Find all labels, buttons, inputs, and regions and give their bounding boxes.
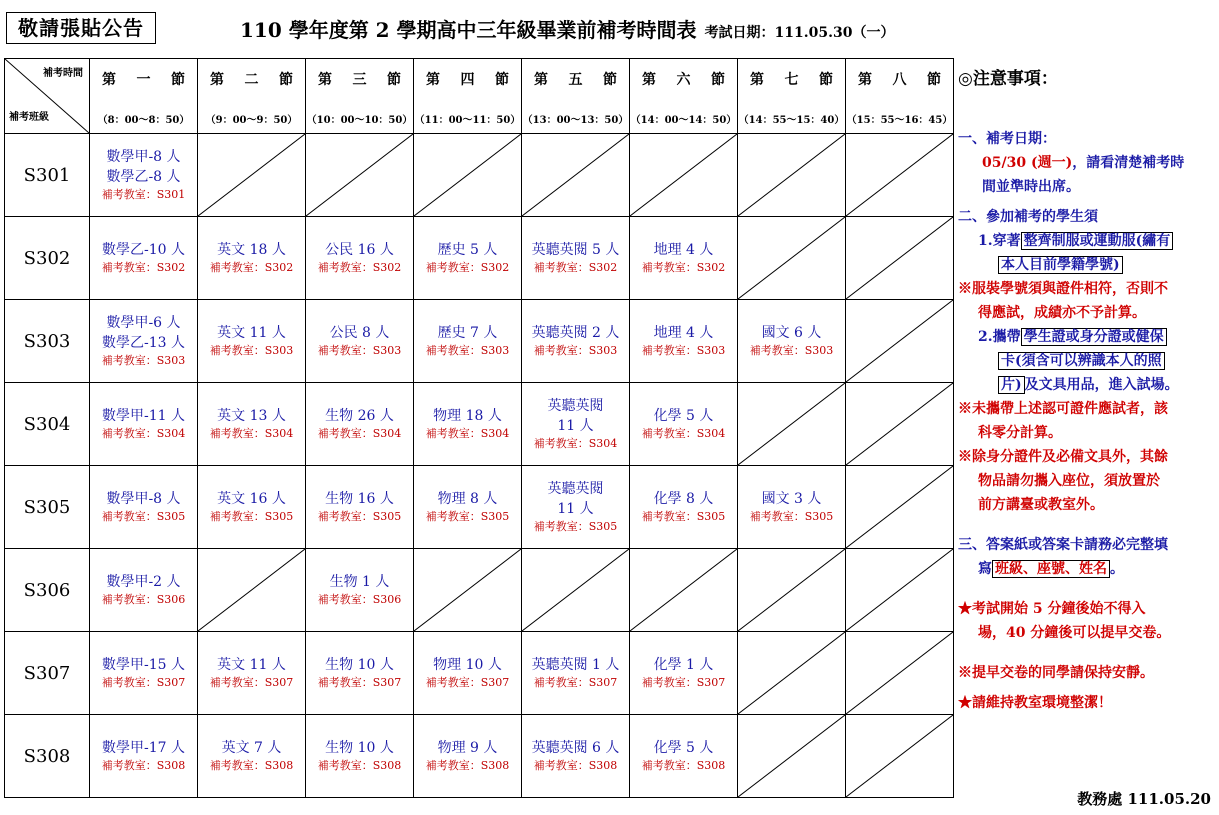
note-item2-1-prefix: 1.穿著: [978, 233, 1021, 249]
class-label: S304: [5, 383, 90, 466]
subject-count: 英聽英閱 2 人: [531, 325, 620, 341]
empty-slot-diagonal: [738, 715, 845, 797]
empty-slot: [198, 134, 306, 217]
exam-room: 補考教室：S305: [317, 510, 402, 523]
exam-slot: [414, 715, 522, 798]
class-label: S306: [5, 549, 90, 632]
notice-label: 敬請張貼公告: [6, 12, 156, 44]
exam-room: 補考教室：S302: [209, 261, 294, 274]
subject-count: 生物 16 人: [325, 491, 394, 507]
note-item2-1-boxed-b: 本人目前學籍學號): [998, 256, 1123, 274]
exam-slot: [522, 715, 630, 798]
period-name-char: 節: [927, 71, 941, 88]
exam-slot: [630, 217, 738, 300]
exam-room: 補考教室：S305: [425, 510, 510, 523]
subject-count: 地理 4 人: [653, 242, 714, 258]
period-header: [90, 59, 198, 134]
subject-count: 地理 4 人: [653, 325, 714, 341]
empty-slot-diagonal: [738, 549, 845, 631]
note-item1-date: 05/30 (週一): [982, 155, 1073, 171]
period-name-char: 第: [642, 71, 656, 88]
note-item1-title: 一、補考日期：: [958, 131, 1056, 147]
subject-count: 數學甲-2 人: [106, 574, 181, 590]
exam-slot: [522, 300, 630, 383]
note-item3-boxed: 班級、座號、姓名: [992, 560, 1110, 578]
note-item3-suffix: 。: [1110, 561, 1124, 577]
exam-slot: [738, 300, 846, 383]
class-label: S307: [5, 632, 90, 715]
period-header: [414, 59, 522, 134]
class-row: [5, 466, 954, 549]
subject-count: 國文 6 人: [761, 325, 822, 341]
exam-room: 補考教室：S304: [101, 427, 186, 440]
period-time: （10：00～10：50）: [306, 114, 413, 126]
header-row: [5, 59, 954, 134]
period-name-char: 節: [495, 71, 509, 88]
exam-slot: [306, 383, 414, 466]
subject-count: 歷史 7 人: [437, 325, 498, 341]
subject-count: 物理 18 人: [433, 408, 502, 424]
subject-count: 數學甲-11 人: [102, 408, 185, 424]
note-item2-2-boxed-a: 學生證或身分證或健保: [1021, 328, 1167, 346]
exam-room: 補考教室：S302: [533, 261, 618, 274]
page-title: [240, 14, 895, 43]
note-item2-2-suffix: 及文具用品，進入試場。: [1024, 377, 1179, 393]
subject-count: 數學甲-6 人: [106, 315, 181, 331]
period-time: （15：55～16：45）: [846, 114, 953, 126]
exam-slot: [522, 632, 630, 715]
period-name-char: 節: [819, 71, 833, 88]
empty-slot-diagonal: [306, 134, 413, 216]
empty-slot-diagonal: [630, 549, 737, 631]
empty-slot-diagonal: [846, 466, 953, 548]
exam-room: 補考教室：S303: [641, 344, 726, 357]
note-item2-1: [958, 229, 1216, 253]
empty-slot-diagonal: [522, 549, 629, 631]
exam-slot: [630, 632, 738, 715]
class-label: S301: [5, 134, 90, 217]
subject-count: 化學 5 人: [653, 740, 714, 756]
empty-slot: [846, 715, 954, 798]
subject-count: 英文 13 人: [217, 408, 286, 424]
note-warn3-b: 物品請勿攜入座位，須放置於: [978, 473, 1160, 489]
period-time: （8：00～8：50）: [97, 114, 190, 126]
exam-room: 補考教室：S303: [317, 344, 402, 357]
exam-room: 補考教室：S305: [749, 510, 834, 523]
subject-count: 英聽英閱: [547, 481, 604, 497]
exam-room: 補考教室：S308: [641, 759, 726, 772]
period-time: （14：00～14：50）: [630, 114, 737, 126]
exam-slot: [630, 466, 738, 549]
period-name: [90, 69, 197, 89]
period-header: [738, 59, 846, 134]
empty-slot: [306, 134, 414, 217]
exam-slot: [414, 466, 522, 549]
period-name-char: 五: [568, 71, 583, 88]
exam-slot: [306, 715, 414, 798]
note-item2-2-line3: [958, 373, 1216, 397]
subject-count: 數學乙-8 人: [106, 169, 181, 185]
exam-room: 補考教室：S305: [209, 510, 294, 523]
subject-count: 英聽英閱 5 人: [531, 242, 620, 258]
subject-count: 化學 1 人: [653, 657, 714, 673]
subject-count: 11 人: [557, 418, 594, 434]
exam-slot: [90, 632, 198, 715]
period-name-char: 第: [750, 71, 764, 88]
subject-count: 英聽英閱: [547, 398, 604, 414]
period-name-char: 六: [676, 71, 691, 88]
period-name: [414, 69, 521, 89]
exam-slot: [198, 217, 306, 300]
class-row: [5, 300, 954, 383]
exam-slot: [414, 217, 522, 300]
period-name-char: 節: [603, 71, 617, 88]
notes-panel: [958, 64, 1216, 715]
subject-count: 英文 18 人: [217, 242, 286, 258]
note-item3-a: 三、答案紙或答案卡請務必完整填: [958, 537, 1168, 553]
period-name-char: 第: [210, 71, 224, 88]
exam-slot: [630, 715, 738, 798]
empty-slot: [738, 632, 846, 715]
empty-slot: [738, 549, 846, 632]
class-label: S303: [5, 300, 90, 383]
note-star1-b: 場，40 分鐘後可以提早交卷。: [978, 625, 1171, 641]
empty-slot-diagonal: [738, 217, 845, 299]
exam-room: 補考教室：S302: [101, 261, 186, 274]
period-name-char: 第: [426, 71, 440, 88]
note-item2-1-line2: [958, 253, 1216, 277]
note-warn1-b: 得應試，成績亦不予計算。: [978, 305, 1146, 321]
note-item2-2-boxed-b: 卡(須含可以辨識本人的照: [998, 352, 1165, 370]
subject-count: 英聽英閱 6 人: [531, 740, 620, 756]
period-name-char: 七: [784, 71, 799, 88]
subject-count: 物理 9 人: [437, 740, 498, 756]
schedule-body: [5, 134, 954, 798]
class-row: [5, 383, 954, 466]
exam-room: 補考教室：S308: [317, 759, 402, 772]
notes-heading: ◎注意事項：: [958, 69, 1058, 89]
subject-count: 英文 7 人: [221, 740, 282, 756]
exam-room: 補考教室：S307: [209, 676, 294, 689]
exam-room: 補考教室：S308: [533, 759, 618, 772]
exam-slot: [90, 715, 198, 798]
exam-room: 補考教室：S307: [641, 676, 726, 689]
empty-slot: [414, 134, 522, 217]
exam-slot: [630, 383, 738, 466]
exam-room: 補考教室：S306: [101, 593, 186, 606]
empty-slot-diagonal: [846, 217, 953, 299]
period-name-char: 一: [136, 71, 151, 88]
exam-room: 補考教室：S304: [425, 427, 510, 440]
empty-slot-diagonal: [630, 134, 737, 216]
exam-slot: [90, 217, 198, 300]
exam-room: 補考教室：S307: [425, 676, 510, 689]
empty-slot: [738, 383, 846, 466]
empty-slot-diagonal: [846, 715, 953, 797]
period-name-char: 節: [171, 71, 185, 88]
empty-slot-diagonal: [738, 134, 845, 216]
exam-slot: [306, 300, 414, 383]
note-item2-2: [958, 325, 1216, 349]
note-star1-a: ★考試開始 5 分鐘後始不得入: [958, 601, 1146, 617]
subject-count: 公民 16 人: [325, 242, 394, 258]
empty-slot-diagonal: [738, 632, 845, 714]
exam-slot: [90, 300, 198, 383]
subject-count: 國文 3 人: [761, 491, 822, 507]
exam-slot: [198, 466, 306, 549]
exam-slot: [198, 383, 306, 466]
period-name-char: 節: [387, 71, 401, 88]
period-name: [198, 69, 305, 89]
exam-room: 補考教室：S303: [749, 344, 834, 357]
subject-count: 英文 11 人: [217, 325, 286, 341]
period-name-char: 二: [244, 71, 259, 88]
subject-count: 數學甲-8 人: [106, 491, 181, 507]
exam-room: 補考教室：S301: [101, 188, 186, 201]
note-item1-line1: [958, 151, 1216, 175]
empty-slot: [198, 549, 306, 632]
subject-count: 物理 8 人: [437, 491, 498, 507]
note-item1-text-a: ，請看清楚補考時: [1072, 155, 1185, 171]
empty-slot-diagonal: [198, 134, 305, 216]
subject-count: 數學甲-15 人: [102, 657, 185, 673]
exam-slot: [522, 466, 630, 549]
exam-room: 補考教室：S303: [101, 354, 186, 367]
empty-slot: [846, 217, 954, 300]
exam-room: 補考教室：S308: [209, 759, 294, 772]
empty-slot: [846, 466, 954, 549]
subject-count: 數學乙-10 人: [102, 242, 185, 258]
exam-room: 補考教室：S304: [209, 427, 294, 440]
subject-count: 物理 10 人: [433, 657, 502, 673]
exam-room: 補考教室：S304: [641, 427, 726, 440]
exam-slot: [306, 217, 414, 300]
exam-room: 補考教室：S303: [533, 344, 618, 357]
note-item3-b: [958, 557, 1216, 581]
subject-count: 歷史 5 人: [437, 242, 498, 258]
period-name: [522, 69, 629, 89]
note-warn3-a: ※除身分證件及必備文具外，其餘: [958, 449, 1168, 465]
period-name-char: 八: [892, 71, 907, 88]
class-label: S302: [5, 217, 90, 300]
subject-count: 公民 8 人: [329, 325, 390, 341]
empty-slot-diagonal: [846, 300, 953, 382]
note-item2-2-prefix: 2.攜帶: [978, 329, 1021, 345]
exam-room: 補考教室：S307: [533, 676, 618, 689]
exam-room: 補考教室：S304: [317, 427, 402, 440]
exam-room: 補考教室：S303: [425, 344, 510, 357]
exam-slot: [90, 134, 198, 217]
period-name: [630, 69, 737, 89]
note-warn4: ※提早交卷的同學請保持安靜。: [958, 665, 1154, 681]
period-name-char: 第: [102, 71, 116, 88]
note-warn1-a: ※服裝學號須與證件相符，否則不: [958, 281, 1168, 297]
exam-room: 補考教室：S308: [101, 759, 186, 772]
exam-room: 補考教室：S305: [101, 510, 186, 523]
period-name-char: 第: [318, 71, 332, 88]
subject-count: 英文 16 人: [217, 491, 286, 507]
empty-slot: [522, 134, 630, 217]
period-name-char: 第: [858, 71, 872, 88]
empty-slot: [738, 134, 846, 217]
period-time: （9：00～9：50）: [205, 114, 298, 126]
class-row: [5, 632, 954, 715]
empty-slot: [522, 549, 630, 632]
exam-slot: [306, 632, 414, 715]
empty-slot: [846, 632, 954, 715]
exam-slot: [306, 549, 414, 632]
period-header: [522, 59, 630, 134]
exam-room: 補考教室：S302: [641, 261, 726, 274]
note-item2-2-boxed-c: 片): [998, 376, 1025, 394]
subject-count: 生物 10 人: [325, 657, 394, 673]
exam-slot: [414, 383, 522, 466]
empty-slot-diagonal: [846, 383, 953, 465]
exam-slot: [522, 383, 630, 466]
exam-slot: [630, 300, 738, 383]
period-name-char: 三: [352, 71, 367, 88]
class-label: S305: [5, 466, 90, 549]
period-time: （11：00～11：50）: [414, 114, 521, 126]
note-warn2-a: ※未攜帶上述認可證件應試者，該: [958, 401, 1168, 417]
exam-slot: [414, 300, 522, 383]
exam-slot: [198, 300, 306, 383]
period-time: （13：00～13：50）: [522, 114, 629, 126]
period-header: [306, 59, 414, 134]
exam-slot: [738, 466, 846, 549]
empty-slot: [630, 134, 738, 217]
empty-slot-diagonal: [846, 632, 953, 714]
empty-slot-diagonal: [198, 549, 305, 631]
note-warn3-c: 前方講臺或教室外。: [978, 497, 1104, 513]
note-item3-prefix: 寫: [978, 561, 992, 577]
class-row: [5, 217, 954, 300]
class-label: S308: [5, 715, 90, 798]
period-name: [306, 69, 413, 89]
empty-slot: [846, 134, 954, 217]
exam-room: 補考教室：S303: [209, 344, 294, 357]
subject-count: 化學 5 人: [653, 408, 714, 424]
exam-room: 補考教室：S307: [317, 676, 402, 689]
class-row: [5, 134, 954, 217]
subject-count: 數學乙-13 人: [102, 335, 185, 351]
empty-slot-diagonal: [738, 383, 845, 465]
subject-count: 數學甲-8 人: [106, 149, 181, 165]
subject-count: 生物 26 人: [325, 408, 394, 424]
corner-bottom-label: 補考班級: [9, 112, 49, 123]
period-header: [630, 59, 738, 134]
subject-count: 化學 8 人: [653, 491, 714, 507]
empty-slot-diagonal: [846, 549, 953, 631]
exam-room: 補考教室：S308: [425, 759, 510, 772]
period-name-char: 節: [279, 71, 293, 88]
period-name: [738, 69, 845, 89]
subject-count: 英文 11 人: [217, 657, 286, 673]
exam-slot: [522, 217, 630, 300]
empty-slot-diagonal: [846, 134, 953, 216]
note-item2-title: 二、參加補考的學生須: [958, 209, 1098, 225]
exam-room: 補考教室：S302: [425, 261, 510, 274]
empty-slot: [846, 383, 954, 466]
exam-slot: [306, 466, 414, 549]
class-row: [5, 715, 954, 798]
exam-room: 補考教室：S306: [317, 593, 402, 606]
note-star2: ★請維持教室環境整潔！: [958, 695, 1112, 711]
empty-slot: [846, 549, 954, 632]
title-text: 110 學年度第 2 學期高中三年級畢業前補考時間表: [240, 18, 697, 42]
empty-slot: [738, 715, 846, 798]
empty-slot: [846, 300, 954, 383]
period-name-char: 第: [534, 71, 548, 88]
exam-slot: [90, 466, 198, 549]
corner-header: [5, 59, 90, 134]
exam-room: 補考教室：S304: [533, 437, 618, 450]
period-time: （14：55～15：40）: [738, 114, 845, 126]
exam-room: 補考教室：S305: [533, 520, 618, 533]
empty-slot-diagonal: [414, 134, 521, 216]
exam-room: 補考教室：S305: [641, 510, 726, 523]
subject-count: 生物 1 人: [329, 574, 390, 590]
exam-room: 補考教室：S307: [101, 676, 186, 689]
period-name: [846, 69, 953, 89]
empty-slot-diagonal: [414, 549, 521, 631]
exam-date: 考試日期：111.05.30（一）: [704, 25, 895, 41]
note-item2-2-line2: [958, 349, 1216, 373]
period-name-char: 四: [460, 71, 475, 88]
corner-top-label: 補考時間: [43, 68, 83, 79]
period-header: [846, 59, 954, 134]
note-item1-line2: 間並準時出席。: [982, 179, 1080, 195]
note-warn2-b: 科零分計算。: [978, 425, 1062, 441]
class-row: [5, 549, 954, 632]
subject-count: 生物 10 人: [325, 740, 394, 756]
subject-count: 數學甲-17 人: [102, 740, 185, 756]
exam-slot: [414, 632, 522, 715]
footer-signature: 教務處 111.05.20: [1077, 790, 1211, 808]
subject-count: 英聽英閱 1 人: [531, 657, 620, 673]
exam-room: 補考教室：S302: [317, 261, 402, 274]
note-item2-1-boxed-a: 整齊制服或運動服(繡有: [1021, 232, 1174, 250]
empty-slot: [414, 549, 522, 632]
subject-count: 11 人: [557, 501, 594, 517]
empty-slot: [630, 549, 738, 632]
exam-slot: [90, 549, 198, 632]
period-name-char: 節: [711, 71, 725, 88]
exam-slot: [198, 632, 306, 715]
exam-slot: [90, 383, 198, 466]
period-header: [198, 59, 306, 134]
schedule-table: [4, 58, 954, 798]
empty-slot: [738, 217, 846, 300]
exam-slot: [198, 715, 306, 798]
empty-slot-diagonal: [522, 134, 629, 216]
